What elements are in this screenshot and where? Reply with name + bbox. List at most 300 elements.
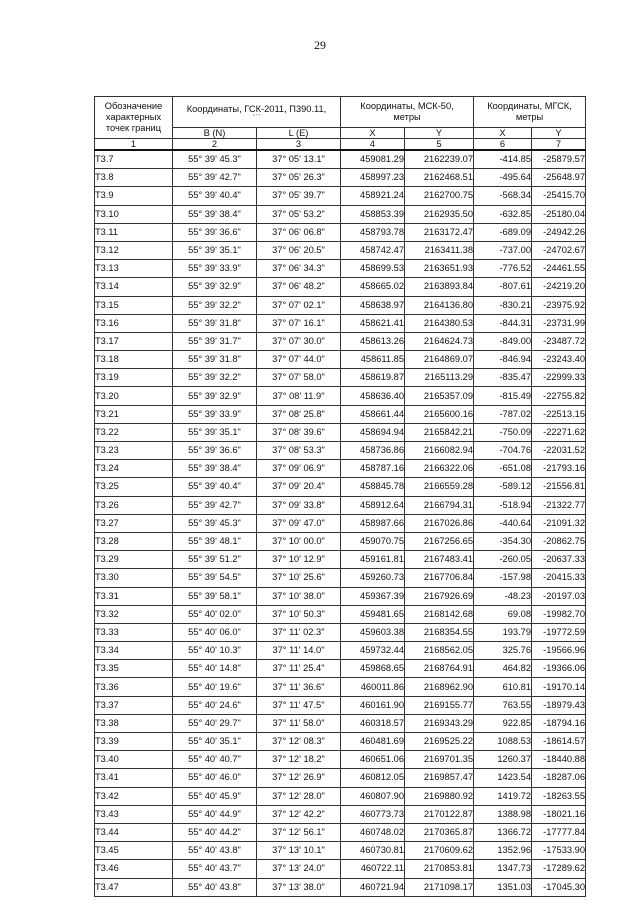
longitude-cell: 37° 05' 13.1" — [257, 150, 341, 169]
msk-x-cell: 459481.65 — [341, 605, 405, 623]
msk-y-cell: 2163411.38 — [405, 241, 474, 259]
longitude-cell: 37° 10' 25.6" — [257, 569, 341, 587]
table-row — [95, 860, 586, 878]
point-id-cell: Т3.11 — [95, 223, 173, 241]
point-id-cell: Т3.23 — [95, 442, 173, 460]
mgsk-x-cell: -737.00 — [474, 241, 532, 259]
column-number: 1 — [95, 139, 173, 151]
longitude-cell: 37° 08' 39.6" — [257, 423, 341, 441]
longitude-cell: 37° 11' 25.4" — [257, 660, 341, 678]
point-id-cell: Т3.14 — [95, 278, 173, 296]
mgsk-y-cell: -19982.70 — [532, 605, 586, 623]
latitude-cell: 55° 39' 36.6" — [173, 223, 257, 241]
column-number: 4 — [341, 139, 405, 151]
mgsk-y-cell: -19366.06 — [532, 660, 586, 678]
point-id-cell: Т3.40 — [95, 751, 173, 769]
table-row — [95, 660, 586, 678]
latitude-cell: 55° 39' 35.1" — [173, 241, 257, 259]
msk-x-cell: 458736.86 — [341, 442, 405, 460]
table-row — [95, 823, 586, 841]
msk-x-cell: 459868.65 — [341, 660, 405, 678]
mgsk-x-cell: -651.08 — [474, 460, 532, 478]
table-row — [95, 787, 586, 805]
mgsk-y-cell: -21556.81 — [532, 478, 586, 496]
msk-x-cell: 458699.53 — [341, 260, 405, 278]
latitude-cell: 55° 39' 36.6" — [173, 442, 257, 460]
msk-x-cell: 458853.39 — [341, 205, 405, 223]
latitude-cell: 55° 39' 32.2" — [173, 369, 257, 387]
msk-y-cell: 2165842.21 — [405, 423, 474, 441]
msk-x-cell: 458742.47 — [341, 241, 405, 259]
msk-x-cell: 460730.81 — [341, 842, 405, 860]
msk-x-cell: 458997.23 — [341, 169, 405, 187]
msk-y-cell: 2168354.55 — [405, 623, 474, 641]
msk-y-cell: 2169701.35 — [405, 751, 474, 769]
longitude-cell: 37° 08' 53.3" — [257, 442, 341, 460]
longitude-cell: 37° 12' 56.1" — [257, 823, 341, 841]
msk-x-cell: 458619.87 — [341, 369, 405, 387]
latitude-cell: 55° 39' 31.8" — [173, 314, 257, 332]
latitude-cell: 55° 40' 29.7" — [173, 714, 257, 732]
point-id-cell: Т3.25 — [95, 478, 173, 496]
table-row — [95, 423, 586, 441]
mgsk-y-cell: -17777.84 — [532, 823, 586, 841]
table-row — [95, 314, 586, 332]
msk-y-cell: 2166322.06 — [405, 460, 474, 478]
longitude-cell: 37° 11' 14.0" — [257, 642, 341, 660]
latitude-cell: 55° 40' 06.0" — [173, 623, 257, 641]
mgsk-x-cell: -750.09 — [474, 423, 532, 441]
mgsk-x-cell: -495.64 — [474, 169, 532, 187]
msk-y-cell: 2162468.51 — [405, 169, 474, 187]
msk-x-cell: 459367.39 — [341, 587, 405, 605]
mgsk-x-cell: -157.98 — [474, 569, 532, 587]
msk-x-cell: 458987.66 — [341, 514, 405, 532]
mgsk-y-cell: -18614.57 — [532, 733, 586, 751]
point-id-cell: Т3.38 — [95, 714, 173, 732]
mgsk-y-cell: -17045.30 — [532, 878, 586, 896]
msk-x-cell: 460722.11 — [341, 860, 405, 878]
longitude-cell: 37° 05' 53.2" — [257, 205, 341, 223]
latitude-cell: 55° 40' 44.9" — [173, 805, 257, 823]
longitude-cell: 37° 13' 38.0" — [257, 878, 341, 896]
column-number: 6 — [474, 139, 532, 151]
longitude-cell: 37° 06' 06.8" — [257, 223, 341, 241]
mgsk-y-cell: -18979.43 — [532, 696, 586, 714]
msk-x-cell: 460481.69 — [341, 733, 405, 751]
table-row — [95, 478, 586, 496]
mgsk-y-cell: -24461.55 — [532, 260, 586, 278]
longitude-cell: 37° 09' 47.0" — [257, 514, 341, 532]
msk-x-cell: 459732.44 — [341, 642, 405, 660]
msk-y-cell: 2163651.93 — [405, 260, 474, 278]
latitude-cell: 55° 40' 10.3" — [173, 642, 257, 660]
msk-y-cell: 2163893.84 — [405, 278, 474, 296]
table-row — [95, 260, 586, 278]
table-row — [95, 678, 586, 696]
msk-y-cell: 2170122.87 — [405, 805, 474, 823]
column-number: 7 — [532, 139, 586, 151]
mgsk-x-cell: -632.85 — [474, 205, 532, 223]
longitude-cell: 37° 13' 10.1" — [257, 842, 341, 860]
mgsk-y-cell: -19772.59 — [532, 623, 586, 641]
mgsk-y-cell: -17533.90 — [532, 842, 586, 860]
header-mgsk-x: X — [474, 128, 532, 139]
msk-y-cell: 2166794.31 — [405, 496, 474, 514]
msk-y-cell: 2163172.47 — [405, 223, 474, 241]
mgsk-x-cell: 1088.53 — [474, 733, 532, 751]
point-id-cell: Т3.20 — [95, 387, 173, 405]
table-row — [95, 169, 586, 187]
header-msk50: Координаты, МСК-50, метры — [341, 97, 474, 128]
longitude-cell: 37° 05' 39.7" — [257, 187, 341, 205]
point-id-cell: Т3.12 — [95, 241, 173, 259]
latitude-cell: 55° 39' 32.9" — [173, 278, 257, 296]
msk-x-cell: 458787.16 — [341, 460, 405, 478]
msk-y-cell: 2170365.87 — [405, 823, 474, 841]
point-id-cell: Т3.39 — [95, 733, 173, 751]
mgsk-y-cell: -22513.15 — [532, 405, 586, 423]
longitude-cell: 37° 09' 20.4" — [257, 478, 341, 496]
msk-y-cell: 2165113.29 — [405, 369, 474, 387]
column-number: 2 — [173, 139, 257, 151]
msk-y-cell: 2169343.29 — [405, 714, 474, 732]
latitude-cell: 55° 40' 45.9" — [173, 787, 257, 805]
point-id-cell: Т3.26 — [95, 496, 173, 514]
point-id-cell: Т3.16 — [95, 314, 173, 332]
msk-y-cell: 2169857.47 — [405, 769, 474, 787]
point-id-cell: Т3.18 — [95, 351, 173, 369]
mgsk-x-cell: 1423.54 — [474, 769, 532, 787]
latitude-cell: 55° 39' 38.4" — [173, 205, 257, 223]
mgsk-x-cell: -815.49 — [474, 387, 532, 405]
point-id-cell: Т3.41 — [95, 769, 173, 787]
latitude-cell: 55° 40' 35.1" — [173, 733, 257, 751]
longitude-cell: 37° 12' 08.3" — [257, 733, 341, 751]
latitude-cell: 55° 39' 31.7" — [173, 332, 257, 350]
msk-y-cell: 2170853.81 — [405, 860, 474, 878]
mgsk-y-cell: -17289.62 — [532, 860, 586, 878]
header-msk-x: X — [341, 128, 405, 139]
point-id-cell: Т3.44 — [95, 823, 173, 841]
point-id-cell: Т3.36 — [95, 678, 173, 696]
table-row — [95, 532, 586, 550]
point-id-cell: Т3.15 — [95, 296, 173, 314]
table-row — [95, 587, 586, 605]
mgsk-x-cell: -844.31 — [474, 314, 532, 332]
point-id-cell: Т3.42 — [95, 787, 173, 805]
table-body — [95, 150, 586, 896]
longitude-cell: 37° 11' 47.5" — [257, 696, 341, 714]
table-row — [95, 496, 586, 514]
table-row — [95, 387, 586, 405]
msk-x-cell: 458613.26 — [341, 332, 405, 350]
msk-y-cell: 2164624.73 — [405, 332, 474, 350]
longitude-cell: 37° 07' 02.1" — [257, 296, 341, 314]
mgsk-y-cell: -20637.33 — [532, 551, 586, 569]
point-id-cell: Т3.29 — [95, 551, 173, 569]
header-mgsk: Координаты, МГСК, метры — [474, 97, 586, 128]
msk-y-cell: 2164869.07 — [405, 351, 474, 369]
mgsk-y-cell: -18021.16 — [532, 805, 586, 823]
mgsk-x-cell: 325.76 — [474, 642, 532, 660]
latitude-cell: 55° 39' 33.9" — [173, 260, 257, 278]
msk-x-cell: 460807.90 — [341, 787, 405, 805]
point-id-cell: Т3.45 — [95, 842, 173, 860]
mgsk-x-cell: -518.94 — [474, 496, 532, 514]
latitude-cell: 55° 40' 40.7" — [173, 751, 257, 769]
longitude-cell: 37° 06' 48.2" — [257, 278, 341, 296]
longitude-cell: 37° 09' 33.8" — [257, 496, 341, 514]
mgsk-x-cell: 464.82 — [474, 660, 532, 678]
msk-y-cell: 2168962.90 — [405, 678, 474, 696]
longitude-cell: 37° 06' 34.3" — [257, 260, 341, 278]
latitude-cell: 55° 40' 02.0" — [173, 605, 257, 623]
table-row — [95, 769, 586, 787]
msk-x-cell: 459161.81 — [341, 551, 405, 569]
point-id-cell: Т3.37 — [95, 696, 173, 714]
point-id-cell: Т3.10 — [95, 205, 173, 223]
mgsk-y-cell: -22999.33 — [532, 369, 586, 387]
latitude-cell: 55° 39' 31.8" — [173, 351, 257, 369]
latitude-cell: 55° 40' 14.8" — [173, 660, 257, 678]
msk-y-cell: 2171098.17 — [405, 878, 474, 896]
header-msk-y: Y — [405, 128, 474, 139]
point-id-cell: Т3.9 — [95, 187, 173, 205]
coordinates-table — [94, 96, 586, 897]
mgsk-y-cell: -23975.92 — [532, 296, 586, 314]
msk-x-cell: 460651.06 — [341, 751, 405, 769]
msk-x-cell: 458661.44 — [341, 405, 405, 423]
table-row — [95, 714, 586, 732]
msk-x-cell: 459081.29 — [341, 150, 405, 169]
msk-x-cell: 460161.90 — [341, 696, 405, 714]
msk-x-cell: 458845.78 — [341, 478, 405, 496]
longitude-cell: 37° 07' 16.1" — [257, 314, 341, 332]
column-number: 3 — [257, 139, 341, 151]
table-row — [95, 241, 586, 259]
mgsk-x-cell: -704.76 — [474, 442, 532, 460]
msk-y-cell: 2167706.84 — [405, 569, 474, 587]
mgsk-y-cell: -24702.67 — [532, 241, 586, 259]
mgsk-x-cell: 1347.73 — [474, 860, 532, 878]
table-row — [95, 623, 586, 641]
msk-x-cell: 458921.24 — [341, 187, 405, 205]
mgsk-x-cell: -260.05 — [474, 551, 532, 569]
latitude-cell: 55° 39' 54.5" — [173, 569, 257, 587]
longitude-cell: 37° 09' 06.9" — [257, 460, 341, 478]
point-id-cell: Т3.8 — [95, 169, 173, 187]
mgsk-x-cell: 1366.72 — [474, 823, 532, 841]
longitude-cell: 37° 10' 38.0" — [257, 587, 341, 605]
longitude-cell: 37° 08' 25.8" — [257, 405, 341, 423]
msk-x-cell: 460011.86 — [341, 678, 405, 696]
header-gsk2011: Координаты, ГСК-2011, П390.11, ° ' " — [173, 97, 341, 128]
mgsk-y-cell: -25180.04 — [532, 205, 586, 223]
latitude-cell: 55° 40' 19.6" — [173, 678, 257, 696]
msk-y-cell: 2168562.05 — [405, 642, 474, 660]
longitude-cell: 37° 11' 02.3" — [257, 623, 341, 641]
latitude-cell: 55° 39' 45.3" — [173, 150, 257, 169]
table-row — [95, 696, 586, 714]
msk-y-cell: 2165357.09 — [405, 387, 474, 405]
mgsk-y-cell: -22031.52 — [532, 442, 586, 460]
mgsk-x-cell: -440.64 — [474, 514, 532, 532]
msk-x-cell: 458636.40 — [341, 387, 405, 405]
mgsk-x-cell: -846.94 — [474, 351, 532, 369]
table-row — [95, 514, 586, 532]
mgsk-x-cell: -807.61 — [474, 278, 532, 296]
mgsk-x-cell: 1388.98 — [474, 805, 532, 823]
msk-x-cell: 458611.85 — [341, 351, 405, 369]
point-id-cell: Т3.30 — [95, 569, 173, 587]
mgsk-y-cell: -18287.06 — [532, 769, 586, 787]
longitude-cell: 37° 06' 20.5" — [257, 241, 341, 259]
point-id-cell: Т3.27 — [95, 514, 173, 532]
mgsk-x-cell: 69.08 — [474, 605, 532, 623]
point-id-cell: Т3.22 — [95, 423, 173, 441]
mgsk-x-cell: 1419.72 — [474, 787, 532, 805]
msk-y-cell: 2167256.65 — [405, 532, 474, 550]
mgsk-y-cell: -20862.75 — [532, 532, 586, 550]
mgsk-y-cell: -20415.33 — [532, 569, 586, 587]
mgsk-y-cell: -19566.96 — [532, 642, 586, 660]
longitude-cell: 37° 12' 42.2" — [257, 805, 341, 823]
latitude-cell: 55° 40' 43.8" — [173, 842, 257, 860]
longitude-cell: 37° 11' 36.6" — [257, 678, 341, 696]
msk-x-cell: 459260.73 — [341, 569, 405, 587]
mgsk-x-cell: 1260.37 — [474, 751, 532, 769]
mgsk-y-cell: -25415.70 — [532, 187, 586, 205]
table-row — [95, 442, 586, 460]
msk-y-cell: 2166559.28 — [405, 478, 474, 496]
mgsk-y-cell: -20197.03 — [532, 587, 586, 605]
mgsk-y-cell: -24942.26 — [532, 223, 586, 241]
longitude-cell: 37° 11' 58.0" — [257, 714, 341, 732]
table-row — [95, 733, 586, 751]
column-number: 5 — [405, 139, 474, 151]
latitude-cell: 55° 40' 43.7" — [173, 860, 257, 878]
msk-y-cell: 2162700.75 — [405, 187, 474, 205]
latitude-cell: 55° 39' 42.7" — [173, 169, 257, 187]
table-row — [95, 205, 586, 223]
mgsk-y-cell: -19170.14 — [532, 678, 586, 696]
table-row — [95, 751, 586, 769]
table-row — [95, 551, 586, 569]
mgsk-y-cell: -23487.72 — [532, 332, 586, 350]
latitude-cell: 55° 39' 32.9" — [173, 387, 257, 405]
longitude-cell: 37° 12' 28.0" — [257, 787, 341, 805]
mgsk-x-cell: -830.21 — [474, 296, 532, 314]
msk-x-cell: 458694.94 — [341, 423, 405, 441]
mgsk-y-cell: -21322.77 — [532, 496, 586, 514]
longitude-cell: 37° 10' 12.9" — [257, 551, 341, 569]
longitude-cell: 37° 07' 30.0" — [257, 332, 341, 350]
msk-y-cell: 2168142.68 — [405, 605, 474, 623]
point-id-cell: Т3.31 — [95, 587, 173, 605]
msk-y-cell: 2170609.62 — [405, 842, 474, 860]
msk-y-cell: 2166082.94 — [405, 442, 474, 460]
msk-y-cell: 2167026.86 — [405, 514, 474, 532]
table-row — [95, 878, 586, 896]
latitude-cell: 55° 39' 32.2" — [173, 296, 257, 314]
mgsk-y-cell: -25879.57 — [532, 150, 586, 169]
point-id-cell: Т3.21 — [95, 405, 173, 423]
table-row — [95, 332, 586, 350]
msk-x-cell: 458638.97 — [341, 296, 405, 314]
latitude-cell: 55° 39' 35.1" — [173, 423, 257, 441]
table-row — [95, 278, 586, 296]
mgsk-x-cell: -835.47 — [474, 369, 532, 387]
table-row — [95, 569, 586, 587]
table-row — [95, 150, 586, 169]
latitude-cell: 55° 40' 24.6" — [173, 696, 257, 714]
point-id-cell: Т3.19 — [95, 369, 173, 387]
table-row — [95, 369, 586, 387]
point-id-cell: Т3.7 — [95, 150, 173, 169]
table-row — [95, 187, 586, 205]
msk-x-cell: 458665.02 — [341, 278, 405, 296]
longitude-cell: 37° 13' 24.0" — [257, 860, 341, 878]
msk-y-cell: 2162239.07 — [405, 150, 474, 169]
msk-x-cell: 460721.94 — [341, 878, 405, 896]
mgsk-y-cell: -18794.16 — [532, 714, 586, 732]
point-id-cell: Т3.13 — [95, 260, 173, 278]
point-id-cell: Т3.24 — [95, 460, 173, 478]
mgsk-x-cell: 763.55 — [474, 696, 532, 714]
mgsk-x-cell: -354.30 — [474, 532, 532, 550]
point-id-cell: Т3.35 — [95, 660, 173, 678]
point-id-cell: Т3.43 — [95, 805, 173, 823]
table-row — [95, 642, 586, 660]
latitude-cell: 55° 40' 43.8" — [173, 878, 257, 896]
mgsk-x-cell: -568.34 — [474, 187, 532, 205]
latitude-cell: 55° 39' 48.1" — [173, 532, 257, 550]
msk-x-cell: 459603.38 — [341, 623, 405, 641]
mgsk-y-cell: -22755.82 — [532, 387, 586, 405]
msk-y-cell: 2167483.41 — [405, 551, 474, 569]
header-mgsk-y: Y — [532, 128, 586, 139]
mgsk-x-cell: -414.85 — [474, 150, 532, 169]
mgsk-x-cell: -849.00 — [474, 332, 532, 350]
latitude-cell: 55° 39' 33.9" — [173, 405, 257, 423]
msk-x-cell: 460318.57 — [341, 714, 405, 732]
header-b-n: B (N) — [173, 128, 257, 139]
msk-y-cell: 2169525.22 — [405, 733, 474, 751]
point-id-cell: Т3.34 — [95, 642, 173, 660]
longitude-cell: 37° 12' 26.9" — [257, 769, 341, 787]
page-number: 29 — [314, 38, 326, 52]
table-row — [95, 223, 586, 241]
msk-x-cell: 460812.05 — [341, 769, 405, 787]
msk-x-cell: 458793.78 — [341, 223, 405, 241]
point-id-cell: Т3.47 — [95, 878, 173, 896]
mgsk-x-cell: 1352.96 — [474, 842, 532, 860]
mgsk-x-cell: 922.85 — [474, 714, 532, 732]
mgsk-y-cell: -18263.55 — [532, 787, 586, 805]
msk-y-cell: 2162935.50 — [405, 205, 474, 223]
table-row — [95, 460, 586, 478]
msk-x-cell: 458621.41 — [341, 314, 405, 332]
table-row — [95, 842, 586, 860]
mgsk-y-cell: -23243.40 — [532, 351, 586, 369]
latitude-cell: 55° 39' 40.4" — [173, 187, 257, 205]
latitude-cell: 55° 39' 58.1" — [173, 587, 257, 605]
msk-y-cell: 2165600.16 — [405, 405, 474, 423]
mgsk-x-cell: -787.02 — [474, 405, 532, 423]
msk-x-cell: 460773.73 — [341, 805, 405, 823]
latitude-cell: 55° 39' 42.7" — [173, 496, 257, 514]
